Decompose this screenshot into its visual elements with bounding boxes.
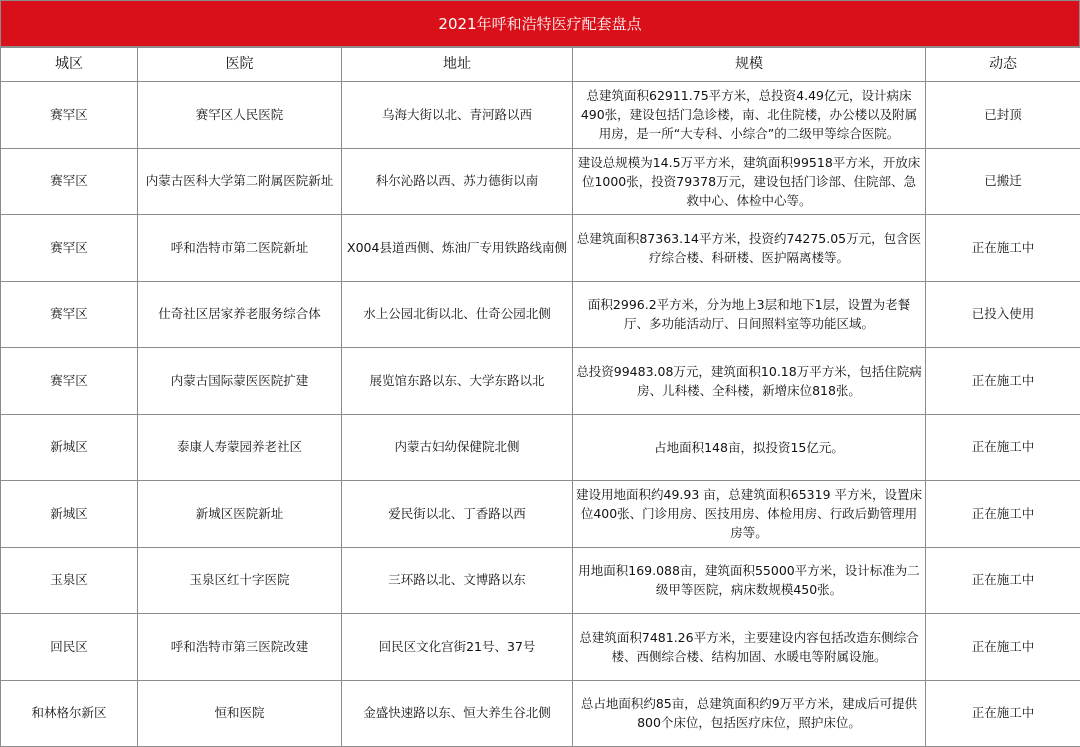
- table-row: [1, 614, 1080, 681]
- cell-scale: 用地面积169.088亩，建筑面积55000平方米，设计标准为二级甲等医院，病床数规模450张。: [573, 547, 926, 614]
- cell-hospital: 赛罕区人民医院: [138, 82, 342, 149]
- cell-hospital: 内蒙古医科大学第二附属医院新址: [138, 148, 342, 215]
- header-status: 动态: [926, 48, 1080, 82]
- cell-hospital: 内蒙古国际蒙医医院扩建: [138, 348, 342, 415]
- cell-address: 三环路以北、文博路以东: [342, 547, 573, 614]
- cell-district: 和林格尔新区: [1, 680, 138, 747]
- cell-address: X004县道西侧、炼油厂专用铁路线南侧: [342, 215, 573, 282]
- cell-status: 正在施工中: [926, 614, 1080, 681]
- cell-status: 已封顶: [926, 82, 1080, 149]
- cell-hospital: 仕奇社区居家养老服务综合体: [138, 281, 342, 348]
- cell-status: 正在施工中: [926, 414, 1080, 481]
- cell-district: 赛罕区: [1, 82, 138, 149]
- header-row: [1, 48, 1080, 82]
- cell-scale: 总占地面积约85亩，总建筑面积约9万平方米，建成后可提供800个床位，包括医疗床位，照护床位。: [573, 680, 926, 747]
- header-hospital: 医院: [138, 48, 342, 82]
- table-row: [1, 348, 1080, 415]
- cell-district: 赛罕区: [1, 348, 138, 415]
- cell-district: 玉泉区: [1, 547, 138, 614]
- table-row: [1, 148, 1080, 215]
- cell-scale: 建设总规模为14.5万平方米，建筑面积99518平方米，开放床位1000张，投资79378万元，建设包括门诊部、住院部、急救中心、体检中心等。: [573, 148, 926, 215]
- cell-district: 赛罕区: [1, 215, 138, 282]
- cell-district: 新城区: [1, 481, 138, 548]
- table-row: [1, 281, 1080, 348]
- cell-scale: 面积2996.2平方米，分为地上3层和地下1层，设置为老餐厅、多功能活动厅、日间照料室等功能区域。: [573, 281, 926, 348]
- cell-address: 内蒙古妇幼保健院北侧: [342, 414, 573, 481]
- cell-address: 金盛快速路以东、恒大养生谷北侧: [342, 680, 573, 747]
- header-address: 地址: [342, 48, 573, 82]
- header-scale: 规模: [573, 48, 926, 82]
- cell-address: 乌海大街以北、青河路以西: [342, 82, 573, 149]
- cell-address: 科尔沁路以西、苏力德街以南: [342, 148, 573, 215]
- cell-status: 正在施工中: [926, 215, 1080, 282]
- cell-status: 正在施工中: [926, 547, 1080, 614]
- cell-hospital: 泰康人寿蒙园养老社区: [138, 414, 342, 481]
- cell-district: 新城区: [1, 414, 138, 481]
- cell-address: 回民区文化宫街21号、37号: [342, 614, 573, 681]
- cell-hospital: 呼和浩特市第二医院新址: [138, 215, 342, 282]
- cell-hospital: 恒和医院: [138, 680, 342, 747]
- header-district: 城区: [1, 48, 138, 82]
- table-row: [1, 414, 1080, 481]
- cell-status: 正在施工中: [926, 680, 1080, 747]
- cell-hospital: 玉泉区红十字医院: [138, 547, 342, 614]
- cell-hospital: 呼和浩特市第三医院改建: [138, 614, 342, 681]
- cell-scale: 总建筑面积62911.75平方米，总投资4.49亿元，设计病床490张，建设包括门急诊楼，南、北住院楼，办公楼以及附属用房，是一所“大专科、小综合”的二级甲等综合医院。: [573, 82, 926, 149]
- cell-address: 水上公园北街以北、仕奇公园北侧: [342, 281, 573, 348]
- table-row: [1, 82, 1080, 149]
- cell-scale: 占地面积148亩，拟投资15亿元。: [573, 414, 926, 481]
- cell-scale: 总投资99483.08万元，建筑面积10.18万平方米，包括住院病房、儿科楼、全科楼，新增床位818张。: [573, 348, 926, 415]
- table-row: [1, 547, 1080, 614]
- table-row: [1, 481, 1080, 548]
- cell-scale: 总建筑面积87363.14平方米，投资约74275.05万元，包含医疗综合楼、科研楼、医护隔离楼等。: [573, 215, 926, 282]
- hospital-table: [0, 47, 1080, 747]
- cell-address: 展览馆东路以东、大学东路以北: [342, 348, 573, 415]
- cell-district: 赛罕区: [1, 281, 138, 348]
- cell-hospital: 新城区医院新址: [138, 481, 342, 548]
- cell-district: 回民区: [1, 614, 138, 681]
- cell-status: 正在施工中: [926, 481, 1080, 548]
- cell-scale: 总建筑面积7481.26平方米，主要建设内容包括改造东侧综合楼、西侧综合楼、结构加固、水暖电等附属设施。: [573, 614, 926, 681]
- cell-status: 已投入使用: [926, 281, 1080, 348]
- cell-status: 已搬迁: [926, 148, 1080, 215]
- cell-address: 爱民街以北、丁香路以西: [342, 481, 573, 548]
- table-row: [1, 215, 1080, 282]
- cell-district: 赛罕区: [1, 148, 138, 215]
- cell-status: 正在施工中: [926, 348, 1080, 415]
- table-title: 2021年呼和浩特医疗配套盘点: [0, 0, 1080, 47]
- table-row: [1, 680, 1080, 747]
- cell-scale: 建设用地面积约49.93 亩，总建筑面积65319 平方米，设置床位400张、门诊用房、医技用房、体检用房、行政后勤管理用房等。: [573, 481, 926, 548]
